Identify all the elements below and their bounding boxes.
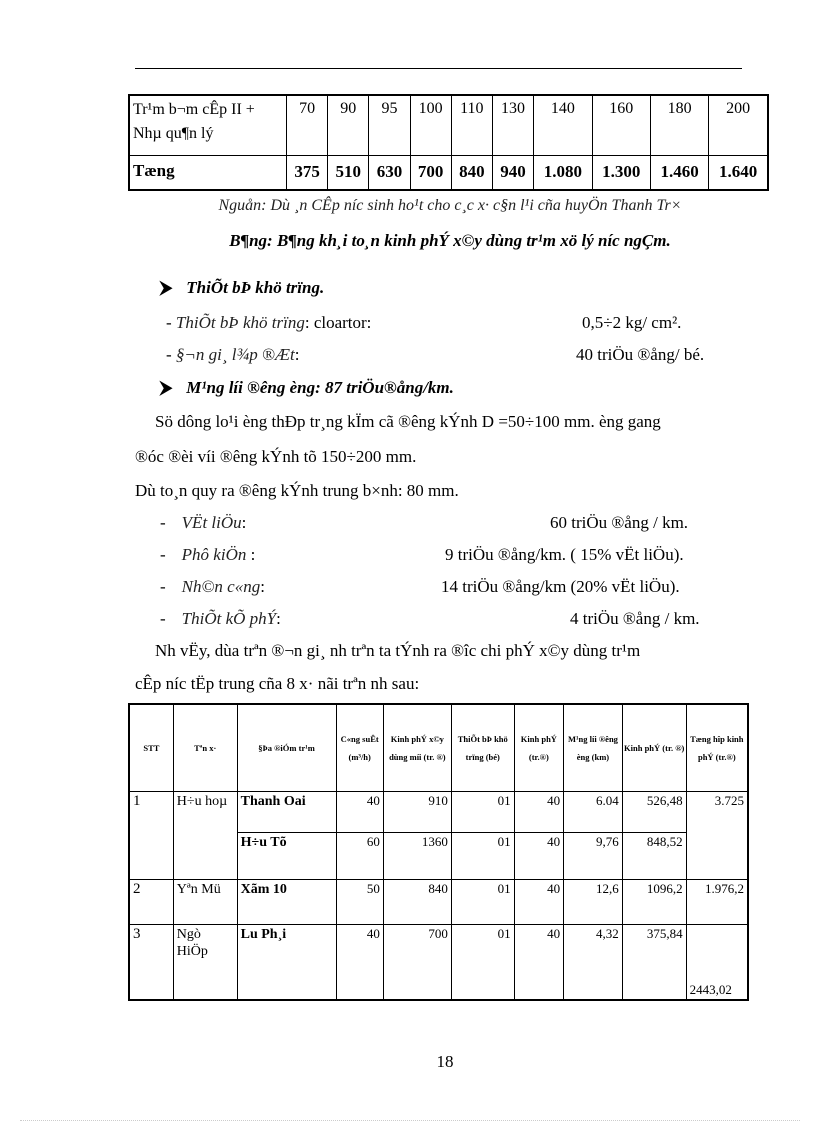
cost-sep: :: [260, 577, 265, 596]
cost-sep: :: [246, 545, 256, 564]
capacity-cell: 50: [336, 880, 383, 925]
build-cost-cell: 910: [383, 792, 451, 833]
cost-sep: :: [241, 513, 247, 532]
section-heading: [160, 378, 454, 398]
total-cell: 2443,02: [686, 925, 748, 1000]
cost-value: 4 triÖu ®ång / km.: [570, 609, 700, 628]
item-label: §¬n gi¸ l¾p ®Æt: [175, 345, 295, 364]
column-header: Kinh phÝ (tr.®): [514, 704, 563, 792]
table-cell: 1.080: [534, 155, 592, 190]
summary-table: [128, 703, 749, 1001]
devices-cell: 01: [451, 833, 514, 880]
table-cell: 1.300: [592, 155, 650, 190]
heading-text: M¹ng líi ®êng èng: 87 triÖu®ång/km.: [186, 378, 454, 397]
table-cell: 840: [451, 155, 492, 190]
table-row: [129, 95, 768, 155]
devices-cell: 01: [451, 925, 514, 1000]
list-item: - VËt liÖu:: [160, 513, 247, 532]
table-cell: 70: [287, 95, 328, 155]
table-cell: 140: [534, 95, 592, 155]
table-cell: 90: [328, 95, 369, 155]
paragraph-line: Nh vËy, dùa trªn ®¬n gi¸ nh trªn ta tÝnh ra ®îc chi phÝ x©y dùng tr¹m: [155, 641, 641, 660]
table-cell: 200: [709, 95, 768, 155]
pipe-cost-cell: 848,52: [622, 833, 686, 880]
table-row: [129, 880, 748, 925]
pipe-km-cell: 9,76: [564, 833, 623, 880]
column-header: C«ng suÊt (m³/h): [336, 704, 383, 792]
page-number: 18: [436, 1052, 454, 1071]
row-label: Tr¹m b¬m cÊp II + Nhµ qu¶n lý: [129, 95, 287, 155]
table-cell: 110: [451, 95, 492, 155]
paragraph-line: cÊp níc tËp trung cña 8 x· nãi trªn nh sau:: [135, 674, 420, 693]
table-cell: 700: [410, 155, 451, 190]
budget-table: [128, 94, 769, 191]
item-value: 0,5÷2 kg/ cm².: [582, 313, 682, 332]
item-value: 40 triÖu ®ång/ bé.: [576, 345, 705, 364]
table-row: [129, 792, 748, 833]
list-item: [166, 345, 300, 365]
commune-cell: H÷u hoµ: [173, 792, 237, 880]
column-header: M¹ng líi ®êng èng (km): [564, 704, 623, 792]
paragraph-line: Sö dông lo¹i èng thÐp tr¸ng kÏm cã ®êng kÝnh D =50÷100 mm. èng gang: [155, 412, 661, 431]
device-cost-cell: 40: [514, 833, 563, 880]
item-text: : cloartor:: [304, 313, 372, 332]
table-row: [129, 925, 748, 1000]
build-cost-cell: 840: [383, 880, 451, 925]
column-header: §Þa ®iÓm tr¹m: [237, 704, 336, 792]
paragraph-line: ®óc ®èi víi ®êng kÝnh tõ 150÷200 mm.: [135, 447, 417, 466]
build-cost-cell: 700: [383, 925, 451, 1000]
device-cost-cell: 40: [514, 925, 563, 1000]
column-header: STT: [129, 704, 173, 792]
table-row-total: [129, 155, 768, 190]
cost-label: ThiÕt kÕ phÝ: [181, 609, 277, 628]
table-caption: B¶ng: B¶ng kh¸i to¸n kinh phÝ x©y dùng tr¹m xö lý níc ngÇm.: [229, 231, 671, 250]
device-cost-cell: 40: [514, 792, 563, 833]
row-label: Tæng: [129, 155, 287, 190]
table-cell: 100: [410, 95, 451, 155]
table-cell: 95: [369, 95, 410, 155]
site-cell: Lu Ph¸i: [237, 925, 336, 1000]
header-rule: [135, 68, 742, 69]
pipe-cost-cell: 1096,2: [622, 880, 686, 925]
table-cell: 1.460: [650, 155, 708, 190]
page-edge-divider: [20, 1120, 800, 1121]
item-prefix: -: [166, 313, 176, 332]
total-cell: 1.976,2: [686, 880, 748, 925]
arrow-bullet-icon: ⮞: [160, 378, 173, 397]
source-note: Nguån: Dù ¸n CÊp níc sinh ho¹t cho c¸c x· c§n l¹i cña huyÖn Thanh Tr×: [218, 197, 682, 214]
item-label: ThiÕt bÞ khö trïng: [175, 313, 305, 332]
heading-text: ThiÕt bÞ khö trïng.: [186, 278, 325, 297]
paragraph-line: Dù to¸n quy ra ®êng kÝnh trung b×nh: 80 mm.: [135, 481, 459, 500]
table-cell: 130: [492, 95, 533, 155]
cost-label: Phô kiÖn: [181, 545, 247, 564]
list-item: - Phô kiÖn :: [160, 545, 256, 564]
pipe-km-cell: 12,6: [564, 880, 623, 925]
total-cell: 3.725: [686, 792, 748, 880]
cost-label: VËt liÖu: [181, 513, 242, 532]
commune-cell: Yªn Mü: [173, 880, 237, 925]
list-item: [166, 313, 371, 333]
section-heading: [160, 278, 324, 298]
column-header: Kinh phÝ x©y dùng míi (tr. ®): [383, 704, 451, 792]
pipe-cost-cell: 526,48: [622, 792, 686, 833]
site-cell: H÷u Tõ: [237, 833, 336, 880]
table-cell: 510: [328, 155, 369, 190]
build-cost-cell: 1360: [383, 833, 451, 880]
column-header: ThiÕt bÞ khö trïng (bé): [451, 704, 514, 792]
column-header: Tæng hîp kinh phÝ (tr.®): [686, 704, 748, 792]
devices-cell: 01: [451, 792, 514, 833]
capacity-cell: 40: [336, 925, 383, 1000]
list-item: - ThiÕt kÕ phÝ:: [160, 609, 281, 628]
site-cell: Thanh Oai: [237, 792, 336, 833]
cost-value: 14 triÖu ®ång/km (20% vËt liÖu).: [441, 577, 680, 596]
table-cell: 160: [592, 95, 650, 155]
item-text: :: [294, 345, 300, 364]
table-cell: 940: [492, 155, 533, 190]
devices-cell: 01: [451, 880, 514, 925]
stt-cell: 2: [129, 880, 173, 925]
stt-cell: 1: [129, 792, 173, 880]
table-cell: 1.640: [709, 155, 768, 190]
list-item: - Nh©n c«ng:: [160, 577, 265, 596]
device-cost-cell: 40: [514, 880, 563, 925]
cost-label: Nh©n c«ng: [181, 577, 261, 596]
pipe-km-cell: 6.04: [564, 792, 623, 833]
table-cell: 375: [287, 155, 328, 190]
cost-value: 9 triÖu ®ång/km. ( 15% vËt liÖu).: [445, 545, 684, 564]
cost-sep: :: [276, 609, 281, 628]
table-header-row: [129, 704, 748, 792]
column-header: Kinh phÝ (tr. ®): [622, 704, 686, 792]
site-cell: Xãm 10: [237, 880, 336, 925]
stt-cell: 3: [129, 925, 173, 1000]
table-cell: 630: [369, 155, 410, 190]
item-prefix: -: [166, 345, 176, 364]
arrow-bullet-icon: ⮞: [160, 278, 173, 297]
capacity-cell: 60: [336, 833, 383, 880]
commune-cell: Ngò HiÖp: [173, 925, 237, 1000]
pipe-km-cell: 4,32: [564, 925, 623, 1000]
cost-value: 60 triÖu ®ång / km.: [550, 513, 689, 532]
column-header: Tªn x·: [173, 704, 237, 792]
capacity-cell: 40: [336, 792, 383, 833]
pipe-cost-cell: 375,84: [622, 925, 686, 1000]
table-cell: 180: [650, 95, 708, 155]
